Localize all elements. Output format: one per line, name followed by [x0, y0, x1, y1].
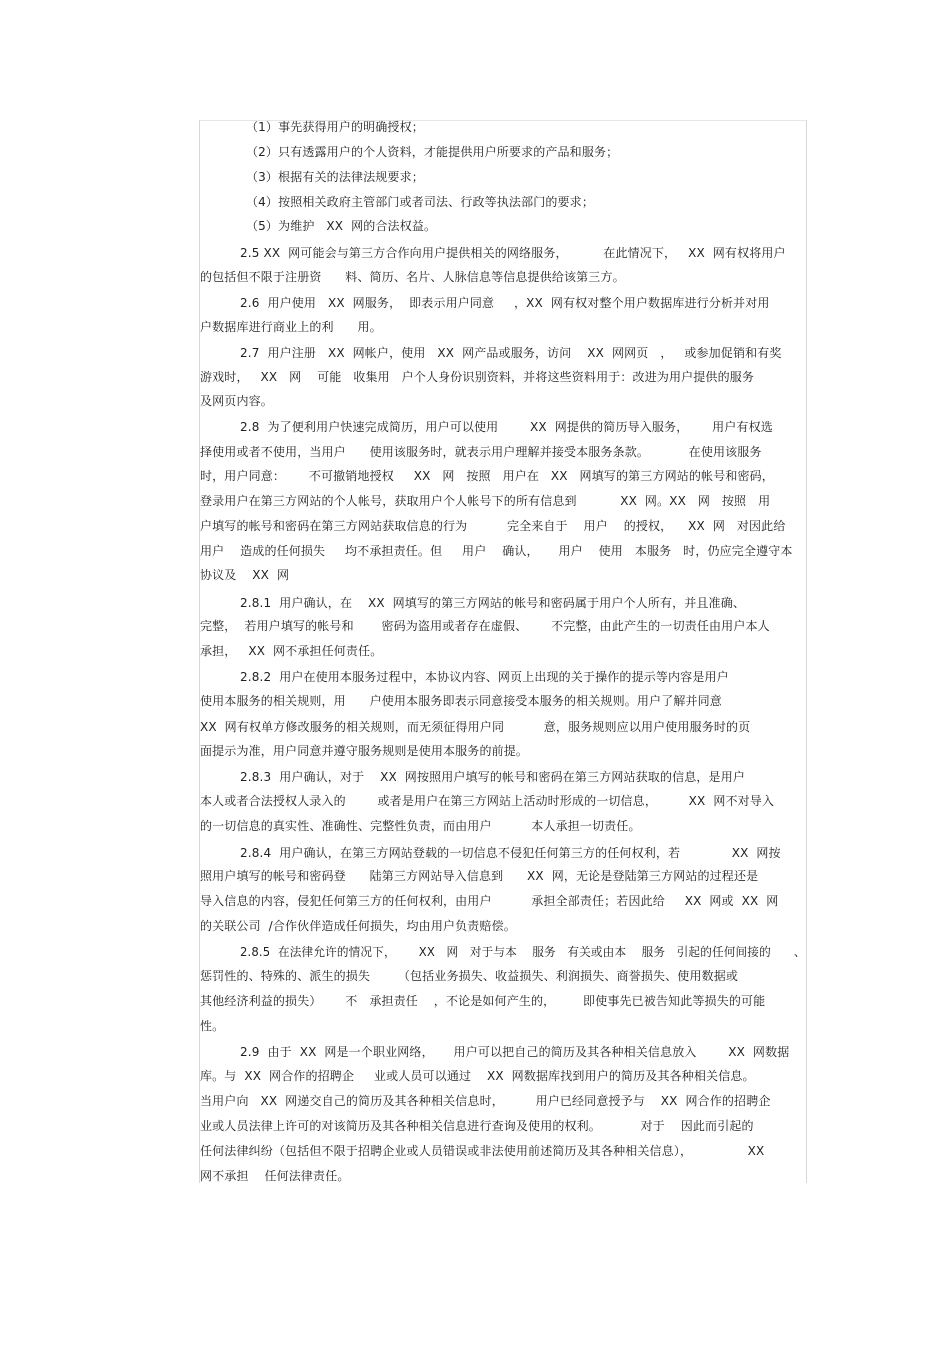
list-item-5: （5）为维护 XX 网的合法权益。	[246, 219, 437, 233]
paragraph-line: 2.8.2 用户在使用本服务过程中，本协议内容、网页上出现的关于操作的提示等内容是用户	[240, 670, 729, 684]
paragraph-line: 当用户向 XX 网递交自己的简历及其各种相关信息时， 用户已经同意授予与 XX 网合作的招聘企	[200, 1094, 771, 1108]
paragraph-line: 库。与 XX 网合作的招聘企 业或人员可以通过 XX 网数据库找到用户的简历及其各种相关信息。	[200, 1069, 755, 1083]
paragraph-line: 2.8 为了便利用户快速完成简历，用户可以使用 XX 网提供的简历导入服务， 用户有权选	[240, 420, 773, 434]
paragraph-line: 2.9 由于 XX 网是一个职业网络， 用户可以把自己的简历及其各种相关信息放入 XX 网数据	[240, 1045, 790, 1059]
paragraph-line: 的一切信息的真实性、准确性、完整性负责，而由用户 本人承担一切责任。	[200, 819, 641, 833]
paragraph-line: 2.8.1 用户确认，在 XX 网填写的第三方网站的帐号和密码属于用户个人所有，并且准确、	[240, 596, 745, 610]
paragraph-line: 择使用或者不使用，当用户 使用该服务时，就表示用户理解并接受本服务条款。 在使用该服务	[200, 445, 762, 459]
paragraph-line: 本人或者合法授权人录入的 或者是用户在第三方网站上活动时形成的一切信息， XX 网不对导入	[200, 794, 775, 808]
paragraph-line: 2.5 XX 网可能会与第三方合作向用户提供相关的网络服务， 在此情况下， XX 网有权将用户	[240, 246, 786, 260]
paragraph-line: 户填写的帐号和密码在第三方网站获取信息的行为 完全来自于 用户 的授权， XX 网 对因此给	[200, 519, 786, 533]
paragraph-line: 任何法律纠纷（包括但不限于招聘企业或人员错误或非法使用前述简历及其各种相关信息）， XX	[200, 1144, 765, 1158]
paragraph-line: 网不承担 任何法律责任。	[200, 1169, 350, 1183]
paragraph-line: 性。	[200, 1019, 225, 1033]
paragraph-line: 协议及 XX 网	[200, 568, 290, 582]
paragraph-line: 面提示为准，用户同意并遵守服务规则是使用本服务的前提。	[200, 744, 529, 758]
paragraph-line: 2.8.3 用户确认，对于 XX 网按照用户填写的帐号和密码在第三方网站获取的信息，是用户	[240, 770, 745, 784]
paragraph-line: 其他经济利益的损失） 不 承担责任 ，不论是如何产生的， 即使事先已被告知此等损失的可能	[200, 994, 766, 1008]
paragraph-line: 及网页内容。	[200, 394, 273, 408]
list-item-2: （2）只有透露用户的个人资料，才能提供用户所要求的产品和服务；	[246, 145, 619, 159]
paragraph-line: 游戏时， XX 网 可能 收集用 户个人身份识别资料，并将这些资料用于：改进为用户提供的服务	[200, 370, 755, 384]
paragraph-line: 2.7 用户注册 XX 网帐户，使用 XX 网产品或服务，访问 XX 网网页 ， 或参加促销和有奖	[240, 346, 782, 360]
paragraph-line: 完整， 若用户填写的帐号和 密码为盗用或者存在虚假、 不完整，由此产生的一切责任由用户本人	[200, 619, 770, 633]
paragraph-line: 用户 造成的任何损失 均不承担责任。但 用户 确认， 用户 使用 本服务 时，仍应完全遵守本	[200, 544, 793, 558]
paragraph-line: 2.8.4 用户确认，在第三方网站登载的一切信息不侵犯任何第三方的任何权利，若 XX 网按	[240, 846, 781, 860]
paragraph-line: XX 网有权单方修改服务的相关规则，而无须征得用户同 意，服务规则应以用户使用服务时的页	[200, 720, 751, 734]
paragraph-line: 使用本服务的相关规则，用 户使用本服务即表示同意接受本服务的相关规则。用户了解并同意	[200, 694, 722, 708]
paragraph-line: 惩罚性的、特殊的、派生的损失 （包括业务损失、收益损失、利润损失、商誉损失、使用数据或	[200, 969, 739, 983]
list-item-3: （3）根据有关的法律法规要求；	[246, 170, 424, 184]
page-border-right	[806, 120, 807, 1183]
paragraph-line: 2.6 用户使用 XX 网服务， 即表示用户同意 ，XX 网有权对整个用户数据库进行分析并对用	[240, 296, 770, 310]
list-item-4: （4）按照相关政府主管部门或者司法、行政等执法部门的要求；	[246, 195, 594, 209]
paragraph-line: 户数据库进行商业上的利 用。	[200, 320, 382, 334]
paragraph-line: 导入信息的内容，侵犯任何第三方的任何权利，由用户 承担全部责任；若因此给 XX 网或 XX 网	[200, 894, 779, 908]
paragraph-line: 2.8.5 在法律允许的情况下， XX 网 对于与本 服务 有关或由本 服务 引起的任何间接的 、	[240, 945, 806, 959]
paragraph-line: 业或人员法律上许可的对该简历及其各种相关信息进行查询及使用的权利。 对于 因此而引起的	[200, 1119, 754, 1133]
paragraph-line: 时，用户同意： 不可撤销地授权 XX 网 按照 用户在 XX 网填写的第三方网站的帐号和密码，	[200, 469, 774, 483]
paragraph-line: 的包括但不限于注册资 料、简历、名片、人脉信息等信息提供给该第三方。	[200, 270, 625, 284]
paragraph-line: 的关联公司 /合作伙伴造成任何损失，均由用户负责赔偿。	[200, 919, 516, 933]
paragraph-line: 承担， XX 网不承担任何责任。	[200, 644, 383, 658]
paragraph-line: 登录用户在第三方网站的个人帐号，获取用户个人帐号下的所有信息到 XX 网。XX 网 按照 用	[200, 494, 771, 508]
paragraph-line: 照用户填写的帐号和密码登 陆第三方网站导入信息到 XX 网，无论是登陆第三方网站的过程还是	[200, 869, 759, 883]
list-item-1: （1）事先获得用户的明确授权；	[246, 120, 424, 134]
